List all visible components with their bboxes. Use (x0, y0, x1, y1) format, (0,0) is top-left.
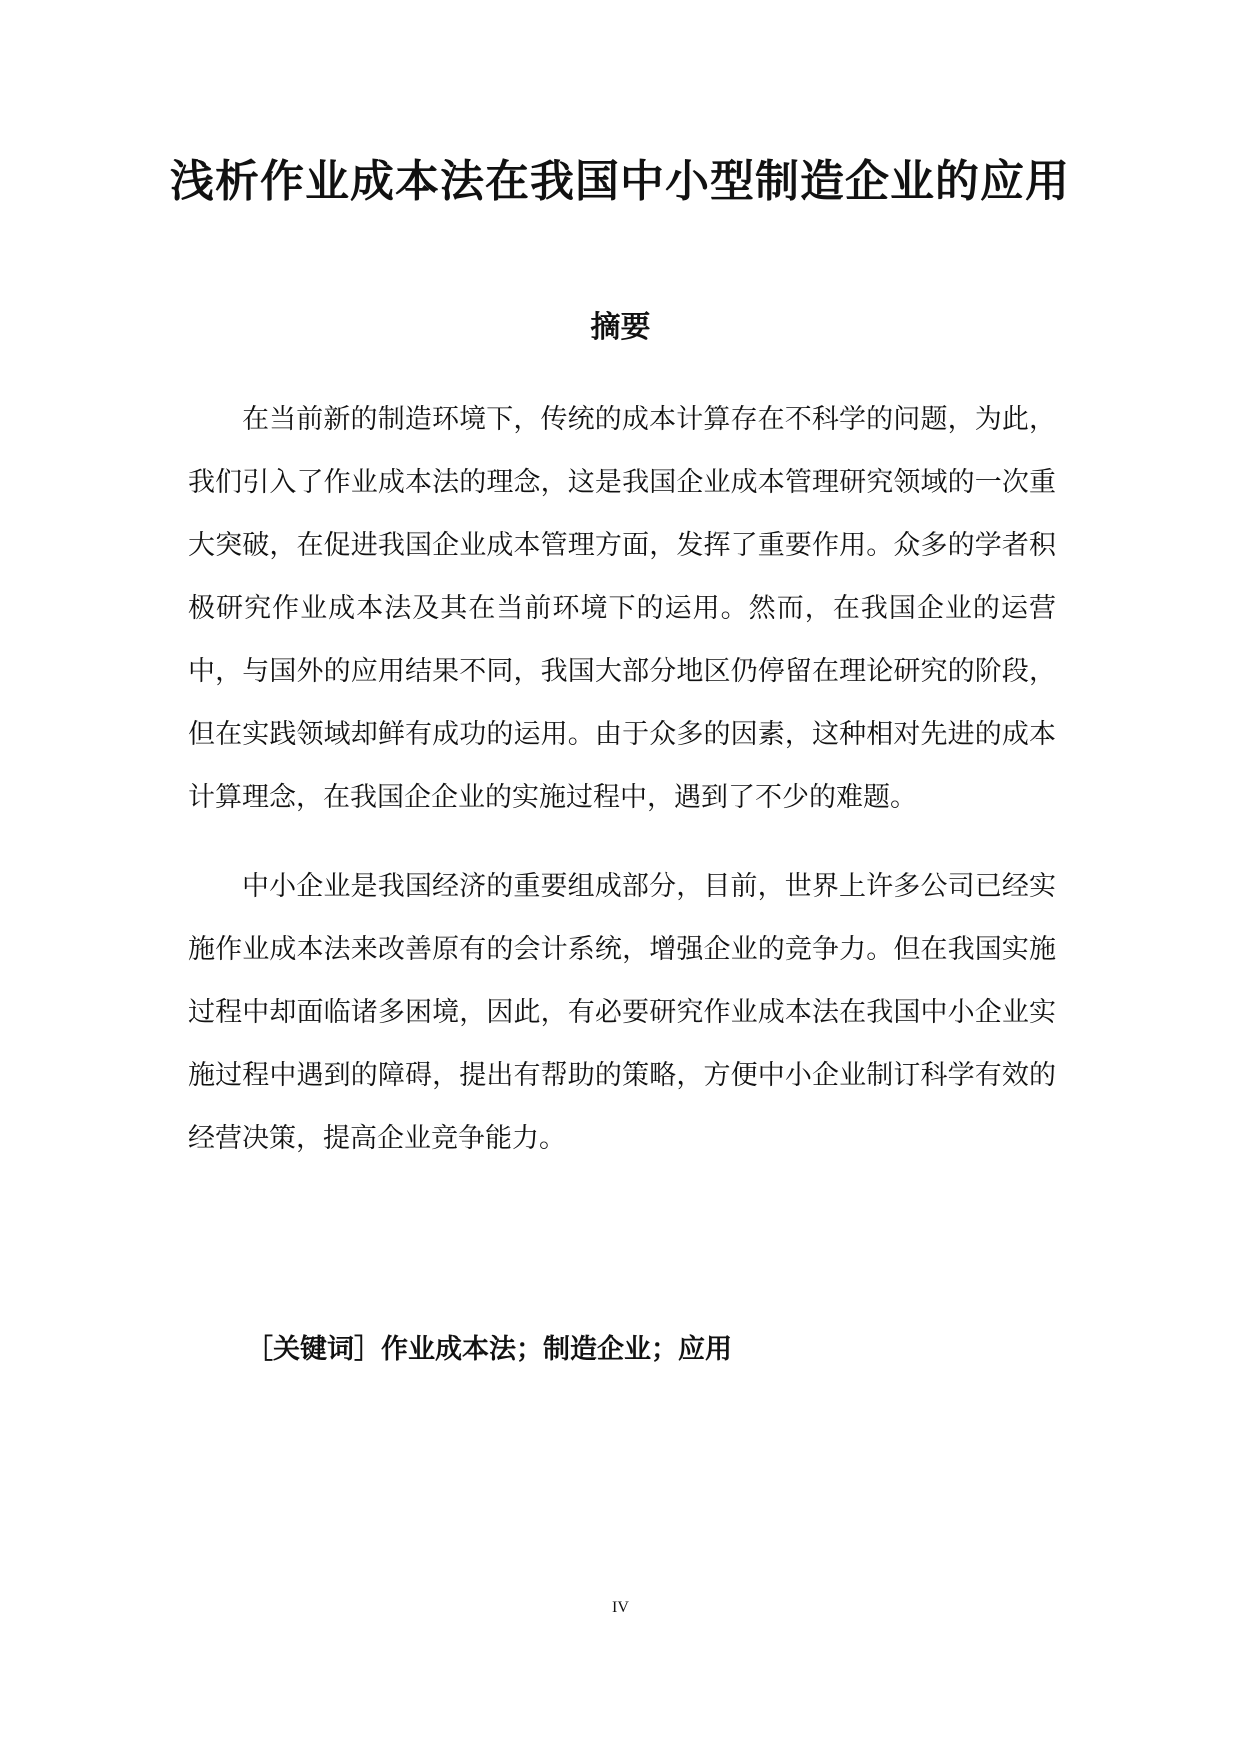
abstract-body (188, 388, 1056, 1196)
keywords-label: ［关键词］ (246, 1334, 381, 1365)
abstract-heading: 摘要 (590, 310, 651, 345)
document-title: 浅析作业成本法在我国中小型制造企业的应用 (170, 156, 1070, 207)
keywords-text: 作业成本法；制造企业；应用 (381, 1334, 732, 1365)
abstract-paragraph-1: 在当前新的制造环境下，传统的成本计算存在不科学的问题，为此，我们引入了作业成本法的理念，这是我国企业成本管理研究领域的一次重大突破，在促进我国企业成本管理方面，发挥了重要作用。众多的学者积极研究作业成本法及其在当前环境下的运用。然而，在我国企业的运营中，与国外的应用结果不同，我国大部分地区仍停留在理论研究的阶段，但在实践领域却鲜有成功的运用。由于众多的因素，这种相对先进的成本计算理念，在我国企企业的实施过程中，遇到了不少的难题。 (188, 404, 1056, 813)
abstract-paragraph-2: 中小企业是我国经济的重要组成部分，目前，世界上许多公司已经实施作业成本法来改善原有的会计系统，增强企业的竞争力。但在我国实施过程中却面临诸多困境，因此，有必要研究作业成本法在我国中小企业实施过程中遇到的障碍，提出有帮助的策略，方便中小企业制订科学有效的经营决策，提高企业竞争能力。 (188, 871, 1056, 1154)
keywords-line (246, 1328, 1046, 1372)
page-number: IV (612, 1599, 629, 1616)
